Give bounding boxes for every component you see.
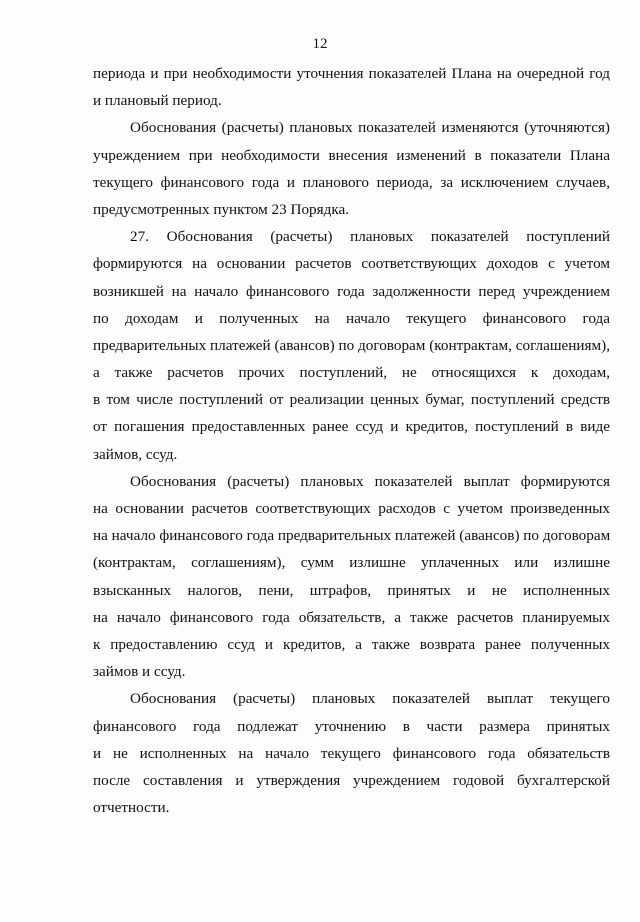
text-line: Обоснования (расчеты) плановых показателей изменяются (уточняются) xyxy=(130,119,610,137)
text-line: а также расчетов прочих поступлений, не относящихся к доходам, xyxy=(93,364,610,382)
text-line: Обоснования (расчеты) плановых показателей выплат формируются xyxy=(130,472,610,490)
text-line: учреждением при необходимости внесения изменений в показатели Плана xyxy=(93,146,610,164)
text-line: от погашения предоставленных ранее ссуд и кредитов, поступлений в виде xyxy=(93,418,610,436)
text-line: займов, ссуд. xyxy=(93,445,178,463)
text-line: (контрактам, соглашениям), сумм излишне уплаченных или излишне xyxy=(93,554,610,572)
text-line: взысканных налогов, пени, штрафов, принятых и не исполненных xyxy=(93,581,610,599)
document-body xyxy=(93,60,610,821)
text-line: займов и ссуд. xyxy=(93,663,186,681)
text-line: текущего финансового года и планового периода, за исключением случаев, xyxy=(93,173,610,191)
page-number: 12 xyxy=(312,36,328,52)
text-line: на основании расчетов соответствующих расходов с учетом произведенных xyxy=(93,500,610,517)
text-line: 27. Обоснования (расчеты) плановых показателей поступлений xyxy=(130,228,610,246)
text-line: по доходам и полученных на начало текущего финансового года xyxy=(93,309,610,327)
text-line: предварительных платежей (авансов) по договорам (контрактам, соглашениям), xyxy=(93,336,610,354)
text-line: финансового года подлежат уточнению в части размера принятых xyxy=(93,717,610,735)
text-line: в том числе поступлений от реализации ценных бумаг, поступлений средств xyxy=(93,391,610,409)
paragraph-current-year-payments xyxy=(93,685,610,821)
paragraph-justifications-update xyxy=(93,114,610,223)
text-line: и не исполненных на начало текущего финансового года обязательств xyxy=(93,744,610,762)
paragraph-payments-justifications xyxy=(93,468,610,686)
text-line: и плановый период. xyxy=(93,92,222,110)
text-line: предусмотренных пунктом 23 Порядка. xyxy=(93,200,350,218)
text-line: формируются на основании расчетов соответствующих доходов с учетом xyxy=(93,255,610,273)
text-line: Обоснования (расчеты) плановых показателей выплат текущего xyxy=(130,690,610,708)
text-line: возникшей на начало финансового года задолженности перед учреждением xyxy=(93,282,610,300)
text-line: на начало финансового года обязательств, а также расчетов планируемых xyxy=(93,608,610,626)
paragraph-continuation xyxy=(93,60,610,114)
text-line: периода и при необходимости уточнения показателей Плана на очередной год xyxy=(93,65,610,82)
text-line: к предоставлению ссуд и кредитов, а также возврата ранее полученных xyxy=(93,635,610,653)
text-line: на начало финансового года предварительных платежей (авансов) по договорам xyxy=(93,527,611,545)
text-line: после составления и утверждения учреждением годовой бухгалтерской xyxy=(93,771,610,789)
paragraph-item-27 xyxy=(93,223,610,468)
text-line: отчетности. xyxy=(93,799,170,817)
